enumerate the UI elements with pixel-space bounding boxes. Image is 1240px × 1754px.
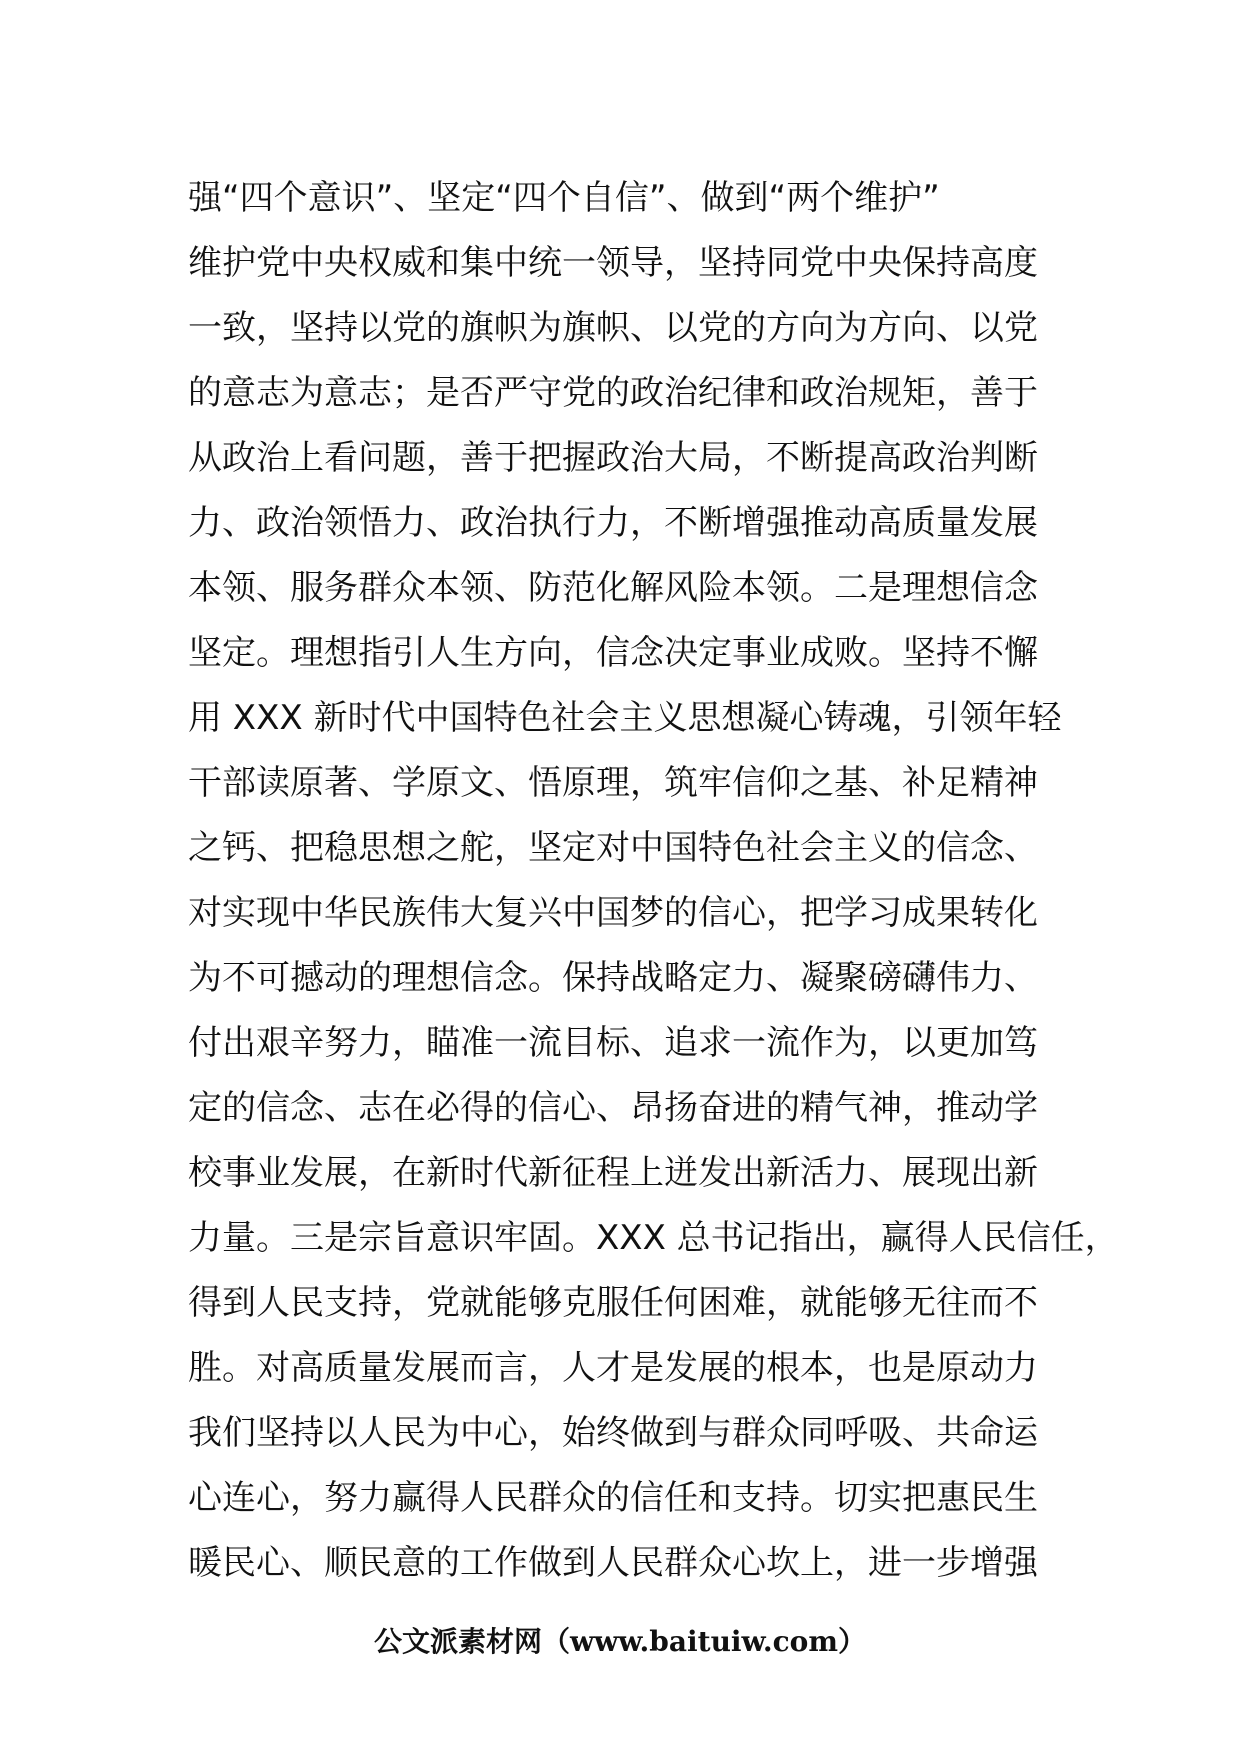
footer-source: 公文派素材网（www.baituiw.com） <box>374 1625 866 1658</box>
text-line: 干部读原著、学原文、悟原理，筑牢信仰之基、补足精神 <box>188 763 1038 803</box>
text-line: 付出艰辛努力，瞄准一流目标、追求一流作为，以更加笃 <box>188 1023 1038 1063</box>
body-text <box>188 166 1119 1596</box>
text-line: 维护党中央权威和集中统一领导，坚持同党中央保持高度 <box>188 243 1038 283</box>
text-line: 的意志为意志；是否严守党的政治纪律和政治规矩，善于 <box>188 373 1038 413</box>
text-line: 用 XXX 新时代中国特色社会主义思想凝心铸魂，引领年轻 <box>188 698 1062 738</box>
text-line: 从政治上看问题，善于把握政治大局，不断提高政治判断 <box>188 438 1038 478</box>
text-line: 力量。三是宗旨意识牢固。XXX 总书记指出，赢得人民信任， <box>188 1218 1119 1258</box>
text-line: 定的信念、志在必得的信心、昂扬奋进的精气神，推动学 <box>188 1088 1038 1128</box>
text-line: 一致，坚持以党的旗帜为旗帜、以党的方向为方向、以党 <box>188 308 1038 348</box>
text-line: 我们坚持以人民为中心，始终做到与群众同呼吸、共命运 <box>188 1413 1038 1453</box>
text-line: 强“四个意识”、坚定“四个自信”、做到“两个维护” <box>188 178 940 218</box>
text-line: 之钙、把稳思想之舵，坚定对中国特色社会主义的信念、 <box>188 828 1038 868</box>
text-line: 胜。对高质量发展而言，人才是发展的根本，也是原动力 <box>188 1348 1038 1388</box>
text-line: 力、政治领悟力、政治执行力，不断增强推动高质量发展 <box>188 503 1038 543</box>
text-line: 本领、服务群众本领、防范化解风险本领。二是理想信念 <box>188 568 1038 608</box>
text-line: 对实现中华民族伟大复兴中国梦的信心，把学习成果转化 <box>188 893 1038 933</box>
text-line: 坚定。理想指引人生方向，信念决定事业成败。坚持不懈 <box>188 633 1038 673</box>
text-line: 为不可撼动的理想信念。保持战略定力、凝聚磅礴伟力、 <box>188 958 1038 998</box>
text-line: 心连心，努力赢得人民群众的信任和支持。切实把惠民生 <box>188 1478 1038 1518</box>
text-line: 得到人民支持，党就能够克服任何困难，就能够无往而不 <box>188 1283 1038 1323</box>
text-line: 暖民心、顺民意的工作做到人民群众心坎上，进一步增强 <box>188 1543 1038 1583</box>
text-line: 校事业发展，在新时代新征程上迸发出新活力、展现出新 <box>188 1153 1038 1193</box>
